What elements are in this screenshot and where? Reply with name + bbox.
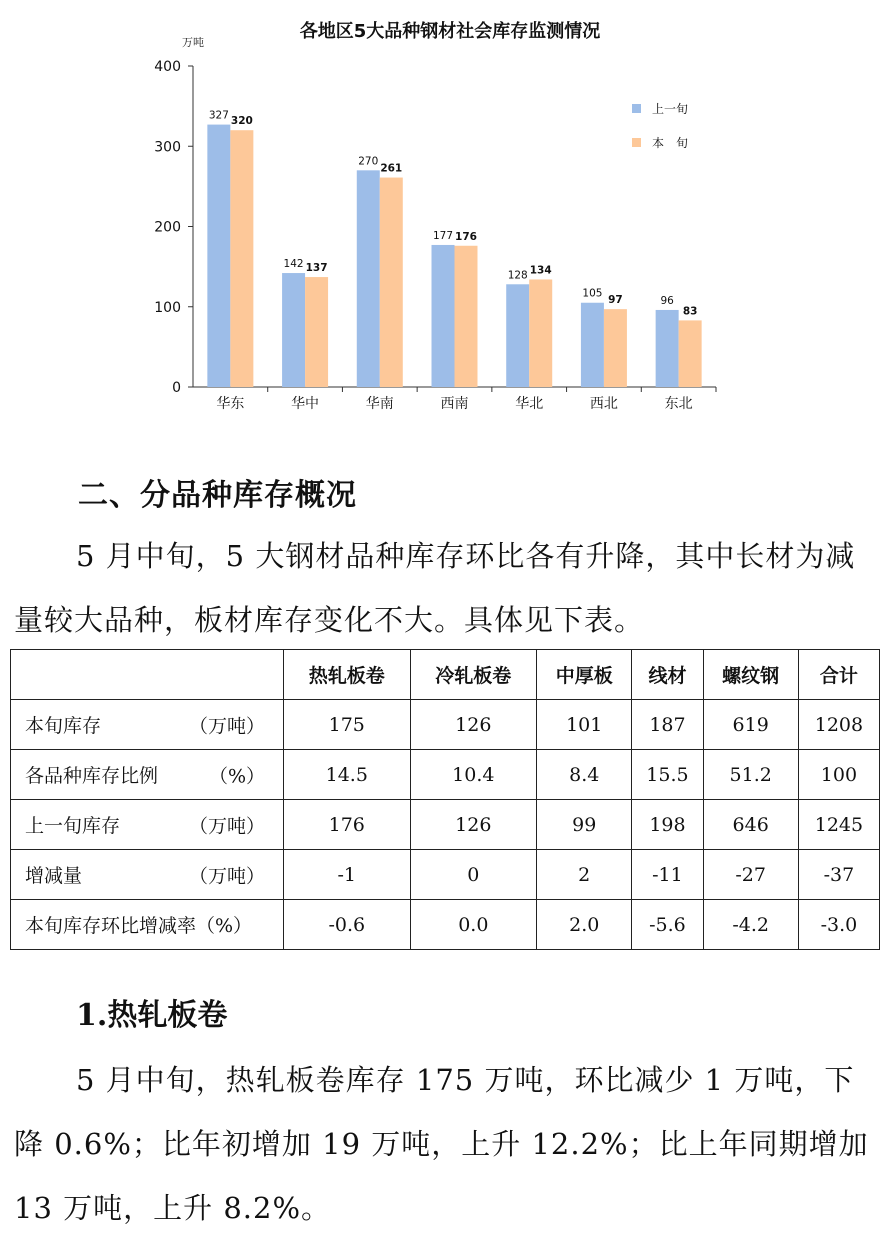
bar-value-label: 142	[283, 258, 304, 271]
section-title: 二、分品种库存概况	[78, 478, 357, 513]
inventory-table	[10, 649, 880, 950]
table-cell: 8.4	[537, 750, 632, 800]
bar-value-label: 134	[529, 264, 552, 277]
table-cell: -0.6	[284, 900, 411, 950]
x-tick-label: 华中	[291, 396, 320, 412]
table-cell: 10.4	[410, 750, 537, 800]
y-tick-label: 0	[172, 380, 181, 396]
hot-rolled-paragraph	[14, 1048, 874, 1240]
table-row	[11, 750, 880, 800]
table-cell: 51.2	[703, 750, 798, 800]
y-tick-label: 400	[154, 59, 181, 75]
table-cell: -37	[798, 850, 879, 900]
bar-previous	[432, 245, 455, 387]
x-tick-label: 西南	[440, 396, 469, 412]
bar-current	[604, 309, 627, 387]
y-axis-unit-label: 万吨	[182, 36, 204, 49]
table-header-cell: 合计	[798, 650, 879, 700]
table-cell: 0	[410, 850, 537, 900]
x-axis-labels	[216, 387, 716, 412]
row-label-text: 上一旬库存	[25, 815, 121, 837]
table-cell: 2.0	[537, 900, 632, 950]
subsection-title: 1.热轧板卷	[76, 998, 228, 1033]
bar-series	[207, 110, 701, 387]
row-label	[11, 850, 284, 900]
table-cell: 619	[703, 700, 798, 750]
bar-previous	[581, 303, 604, 387]
intro-text: 5 月中旬，5 大钢材品种库存环比各有升降，其中长材为减量较大品种，板材库存变化不大。具体见下表。	[14, 539, 856, 637]
row-label	[11, 700, 284, 750]
table-cell: 1245	[798, 800, 879, 850]
bar-value-label: 97	[608, 294, 623, 307]
row-unit: （万吨）	[188, 865, 265, 887]
bar-value-label: 261	[380, 162, 403, 175]
table-cell: 101	[537, 700, 632, 750]
table-cell: 0.0	[410, 900, 537, 950]
row-label-text: 本旬库存	[25, 715, 102, 737]
table-row	[11, 700, 880, 750]
y-axis-ticks	[154, 59, 193, 396]
bar-previous	[207, 125, 230, 387]
bar-value-label: 96	[660, 294, 674, 307]
x-tick-label: 西北	[589, 396, 618, 412]
y-tick-label: 300	[154, 139, 181, 156]
bar-value-label: 327	[208, 109, 229, 122]
table-cell: 126	[410, 700, 537, 750]
bar-current	[230, 130, 253, 387]
table-cell: -11	[632, 850, 703, 900]
bar-current	[305, 277, 328, 387]
legend	[632, 101, 688, 150]
table-cell: 176	[284, 800, 411, 850]
y-tick-label: 100	[154, 299, 181, 316]
row-unit: （万吨）	[188, 715, 265, 737]
table-header-cell: 线材	[632, 650, 703, 700]
chart-title: 各地区5大品种钢材社会库存监测情况	[299, 21, 601, 42]
legend-swatch	[632, 104, 641, 113]
bar-current	[679, 320, 702, 387]
legend-label: 本 旬	[652, 136, 689, 150]
bar-previous	[357, 170, 380, 387]
table-header-cell: 冷轧板卷	[410, 650, 537, 700]
x-tick-label: 华南	[365, 396, 394, 412]
table-row	[11, 850, 880, 900]
table-cell: 187	[632, 700, 703, 750]
table-cell: 99	[537, 800, 632, 850]
y-tick-label: 200	[154, 219, 181, 236]
bar-value-label: 176	[455, 230, 477, 243]
bar-value-label: 128	[507, 269, 528, 282]
table-cell: 646	[703, 800, 798, 850]
table-cell: 14.5	[284, 750, 411, 800]
table-cell: 15.5	[632, 750, 703, 800]
table-cell: -5.6	[632, 900, 703, 950]
table-cell: -4.2	[703, 900, 798, 950]
row-label	[11, 800, 284, 850]
hot-rolled-text: 5 月中旬，热轧板卷库存 175 万吨，环比减少 1 万吨，下降 0.6%；比年初增加 19 万吨，上升 12.2%；比上年同期增加 13 万吨，上升 8.2%。	[14, 1063, 869, 1225]
bar-value-label: 105	[582, 287, 603, 300]
table-header-cell: 热轧板卷	[284, 650, 411, 700]
table-cell: 2	[537, 850, 632, 900]
bar-current	[529, 279, 552, 387]
intro-paragraph	[14, 524, 874, 652]
bar-value-label: 270	[358, 155, 379, 168]
row-label	[11, 900, 284, 950]
legend-label: 上一旬	[652, 102, 689, 116]
row-unit: （%）	[208, 765, 265, 787]
table-cell: 175	[284, 700, 411, 750]
x-tick-label: 东北	[664, 396, 693, 412]
table-cell: -1	[284, 850, 411, 900]
bar-current	[455, 246, 478, 387]
table-row	[11, 800, 880, 850]
row-label	[11, 750, 284, 800]
row-label-text: 本旬库存环比增减率（%）	[25, 915, 253, 937]
x-tick-label: 华北	[515, 396, 544, 412]
table-row	[11, 900, 880, 950]
x-tick-label: 华东	[216, 396, 245, 412]
table-cell: 126	[410, 800, 537, 850]
bar-value-label: 320	[230, 115, 253, 128]
table-cell: 198	[632, 800, 703, 850]
bar-previous	[506, 284, 529, 387]
bar-previous	[656, 310, 679, 387]
table-header-row	[11, 650, 880, 700]
row-unit: （万吨）	[188, 815, 265, 837]
table-cell: 100	[798, 750, 879, 800]
table-header-cell: 螺纹钢	[703, 650, 798, 700]
row-label-text: 增减量	[25, 865, 83, 887]
inventory-bar-chart	[0, 0, 891, 440]
table-header-cell: 中厚板	[537, 650, 632, 700]
row-label-text: 各品种库存比例	[25, 765, 159, 787]
bar-value-label: 137	[305, 262, 328, 275]
bar-previous	[282, 273, 305, 387]
table-cell: 1208	[798, 700, 879, 750]
table-cell: -3.0	[798, 900, 879, 950]
bar-value-label: 177	[432, 229, 454, 242]
table-cell: -27	[703, 850, 798, 900]
legend-swatch	[632, 138, 641, 147]
table-header-corner	[11, 650, 284, 700]
bar-value-label: 83	[682, 305, 698, 318]
bar-current	[380, 178, 403, 387]
